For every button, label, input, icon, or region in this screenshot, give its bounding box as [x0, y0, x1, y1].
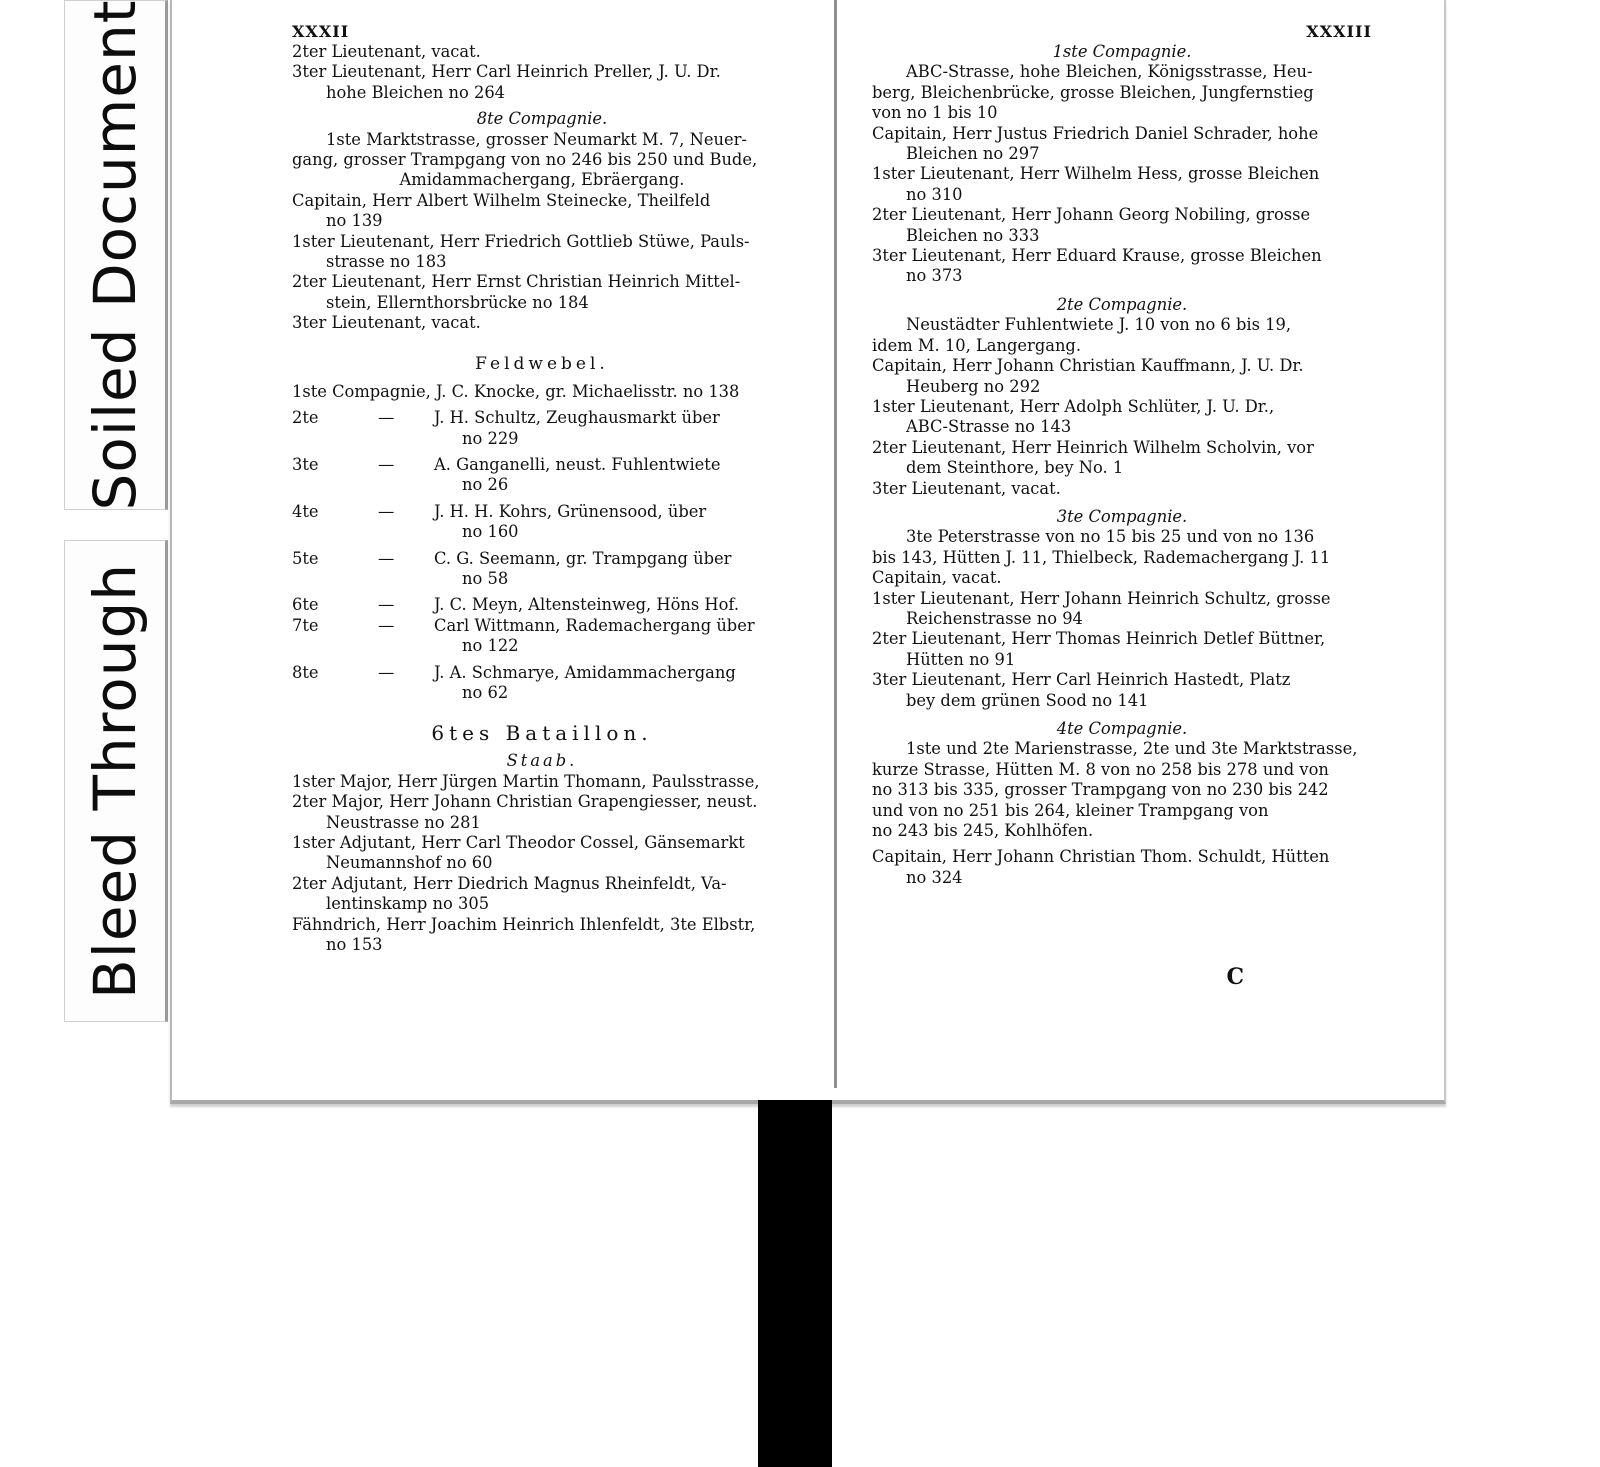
- left-line: Neumannshof no 60: [326, 853, 493, 873]
- left-line: Fähndrich, Herr Joachim Heinrich Ihlenfeldt, 3te Elbstr,: [292, 914, 756, 934]
- section-title-3te: 3te Compagnie.: [1056, 506, 1188, 526]
- right-page-number: XXXIII: [1306, 22, 1372, 41]
- right-line: Capitain, Herr Johann Christian Kauffmann, J. U. Dr.: [872, 356, 1304, 376]
- feldwebel-name: J. H. Schultz, Zeughausmarkt über: [434, 408, 720, 428]
- right-line: Capitain, vacat.: [872, 568, 1002, 588]
- right-line: 1ste und 2te Marienstrasse, 2te und 3te Marktstrasse,: [906, 739, 1358, 759]
- feldwebel-name: J. C. Knocke, gr. Michaelisstr. no 138: [436, 381, 740, 401]
- left-line: strasse no 183: [326, 252, 447, 272]
- feldwebel-name: Carl Wittmann, Rademachergang über: [434, 615, 755, 635]
- feldwebel-name: J. A. Schmarye, Amidammachergang: [434, 662, 736, 682]
- soiled-document-label: Soiled Document: [81, 0, 149, 511]
- right-line: no 373: [906, 266, 963, 286]
- left-line: 3ter Lieutenant, Herr Carl Heinrich Preller, J. U. Dr.: [292, 62, 721, 82]
- right-line: 3ter Lieutenant, vacat.: [872, 478, 1061, 498]
- right-line: no 310: [906, 184, 963, 204]
- right-line: 1ster Lieutenant, Herr Johann Heinrich Schultz, grosse: [872, 588, 1331, 608]
- feldwebel-row: [292, 595, 792, 615]
- feldwebel-company: 4te: [292, 501, 319, 521]
- right-line: idem M. 10, Langergang.: [872, 335, 1082, 355]
- feldwebel-continuation: no 160: [462, 522, 519, 542]
- left-line: stein, Ellernthorsbrücke no 184: [326, 292, 589, 312]
- right-line: 3ter Lieutenant, Herr Eduard Krause, grosse Bleichen: [872, 246, 1322, 266]
- right-line: Hütten no 91: [906, 649, 1016, 669]
- signature-mark: C: [1226, 964, 1244, 990]
- left-line: 2ter Lieutenant, vacat.: [292, 42, 481, 61]
- right-line: Neustädter Fuhlentwiete J. 10 von no 6 bis 19,: [906, 315, 1292, 335]
- right-line: 3ter Lieutenant, Herr Carl Heinrich Hastedt, Platz: [872, 670, 1291, 690]
- feldwebel-row: [292, 408, 792, 428]
- right-line: ABC-Strasse no 143: [906, 417, 1072, 437]
- feldwebel-company: 8te: [292, 662, 319, 682]
- feldwebel-dash: —: [378, 662, 395, 682]
- left-line: no 153: [326, 935, 383, 955]
- right-line: 3te Peterstrasse von no 15 bis 25 und von no 136: [906, 527, 1315, 547]
- right-line: ABC-Strasse, hohe Bleichen, Königsstrasse, Heu-: [906, 62, 1313, 82]
- feldwebel-name: J. C. Meyn, Altensteinweg, Höns Hof.: [434, 595, 740, 615]
- right-line: no 313 bis 335, grosser Trampgang von no 230 bis 242: [872, 780, 1329, 800]
- left-line: hohe Bleichen no 264: [326, 82, 506, 102]
- feldwebel-dash: —: [378, 408, 395, 428]
- right-line: Reichenstrasse no 94: [906, 608, 1083, 628]
- right-page: [872, 0, 1372, 888]
- right-line: Bleichen no 333: [906, 225, 1040, 245]
- left-line: 2ter Lieutenant, Herr Ernst Christian Heinrich Mittel-: [292, 272, 741, 292]
- right-line: bis 143, Hütten J. 11, Thielbeck, Rademachergang J. 11: [872, 547, 1331, 567]
- feldwebel-continuation: no 122: [462, 636, 519, 656]
- feldwebel-company: 7te: [292, 615, 319, 635]
- feldwebel-row: [292, 502, 792, 522]
- right-line: no 243 bis 245, Kohlhöfen.: [872, 821, 1094, 841]
- right-line: kurze Strasse, Hütten M. 8 von no 258 bis 278 und von: [872, 759, 1329, 779]
- feldwebel-row: [292, 455, 792, 475]
- bataillon-heading: 6tes Bataillon.: [431, 721, 653, 746]
- soiled-document-tab: [64, 0, 168, 510]
- right-line: Capitain, Herr Johann Christian Thom. Schuldt, Hütten: [872, 847, 1330, 867]
- right-line: Capitain, Herr Justus Friedrich Daniel Schrader, hohe: [872, 123, 1319, 143]
- right-line: dem Steinthore, bey No. 1: [906, 458, 1124, 478]
- feldwebel-row: [292, 663, 792, 683]
- left-line: 1ster Adjutant, Herr Carl Theodor Cossel, Gänsemarkt: [292, 833, 745, 852]
- right-line: Heuberg no 292: [906, 376, 1041, 396]
- right-line: no 324: [906, 867, 963, 887]
- feldwebel-heading: Feldwebel.: [475, 353, 609, 374]
- left-line: no 139: [326, 211, 383, 231]
- right-line: und von no 251 bis 264, kleiner Trampgang von: [872, 800, 1269, 820]
- feldwebel-company: 3te: [292, 454, 319, 474]
- left-line: gang, grosser Trampgang von no 246 bis 250 und Bude,: [292, 150, 758, 170]
- left-line: 1ste Marktstrasse, grosser Neumarkt M. 7, Neuer-: [326, 129, 747, 149]
- feldwebel-continuation: no 58: [462, 568, 509, 588]
- feldwebel-dash: —: [378, 595, 395, 615]
- black-scanner-strip: [758, 1100, 832, 1467]
- feldwebel-continuation: no 229: [462, 428, 519, 448]
- feldwebel-company: 6te: [292, 595, 319, 615]
- feldwebel-company: 1ste Compagnie,: [292, 381, 431, 401]
- feldwebel-dash: —: [378, 454, 395, 474]
- section-title-1ste: 1ste Compagnie.: [1052, 42, 1192, 61]
- right-line: 1ster Lieutenant, Herr Wilhelm Hess, grosse Bleichen: [872, 164, 1320, 184]
- bleed-through-tab: [64, 540, 168, 1022]
- feldwebel-continuation: no 62: [462, 682, 509, 702]
- left-line: Capitain, Herr Albert Wilhelm Steinecke, Theilfeld: [292, 190, 711, 210]
- feldwebel-name: C. G. Seemann, gr. Trampgang über: [434, 548, 732, 568]
- left-page-number: XXXII: [292, 22, 350, 41]
- staab-heading: Staab.: [506, 751, 578, 771]
- right-line: 2ter Lieutenant, Herr Thomas Heinrich Detlef Büttner,: [872, 629, 1326, 649]
- left-line: 1ster Major, Herr Jürgen Martin Thomann, Paulsstrasse,: [292, 771, 760, 791]
- feldwebel-dash: —: [378, 615, 395, 635]
- feldwebel-dash: —: [378, 548, 395, 568]
- section-title-2te: 2te Compagnie.: [1056, 294, 1188, 314]
- feldwebel-name: A. Ganganelli, neust. Fuhlentwiete: [434, 454, 721, 474]
- feldwebel-dash: —: [378, 501, 395, 521]
- section-title-8te: 8te Compagnie.: [476, 109, 608, 129]
- feldwebel-row: [292, 382, 792, 402]
- left-line: 2ter Major, Herr Johann Christian Grapengiesser, neust.: [292, 792, 758, 812]
- right-line: 2ter Lieutenant, Herr Johann Georg Nobiling, grosse: [872, 205, 1311, 225]
- right-line: berg, Bleichenbrücke, grosse Bleichen, Jungfernstieg: [872, 82, 1314, 102]
- left-line: 1ster Lieutenant, Herr Friedrich Gottlieb Stüwe, Pauls-: [292, 231, 750, 251]
- right-line: von no 1 bis 10: [872, 103, 998, 123]
- left-line: Amidammachergang, Ebräergang.: [399, 170, 685, 190]
- bleed-through-label: Bleed Through: [81, 562, 149, 1000]
- right-line: Bleichen no 297: [906, 144, 1040, 164]
- book-spine: [834, 0, 837, 1088]
- right-line: bey dem grünen Sood no 141: [906, 690, 1149, 710]
- feldwebel-row: [292, 549, 792, 569]
- left-page: [292, 0, 792, 955]
- feldwebel-row: [292, 616, 792, 636]
- feldwebel-company: 5te: [292, 548, 319, 568]
- left-line: 2ter Adjutant, Herr Diedrich Magnus Rheinfeldt, Va-: [292, 873, 727, 893]
- right-line: 2ter Lieutenant, Herr Heinrich Wilhelm Scholvin, vor: [872, 437, 1314, 457]
- left-line: Neustrasse no 281: [326, 812, 481, 832]
- feldwebel-company: 2te: [292, 408, 319, 428]
- section-title-4te: 4te Compagnie.: [1056, 719, 1188, 738]
- right-line: 1ster Lieutenant, Herr Adolph Schlüter, J. U. Dr.,: [872, 396, 1275, 416]
- left-line: 3ter Lieutenant, vacat.: [292, 313, 481, 333]
- left-line: lentinskamp no 305: [326, 894, 490, 914]
- feldwebel-name: J. H. H. Kohrs, Grünensood, über: [434, 501, 707, 521]
- feldwebel-continuation: no 26: [462, 475, 509, 495]
